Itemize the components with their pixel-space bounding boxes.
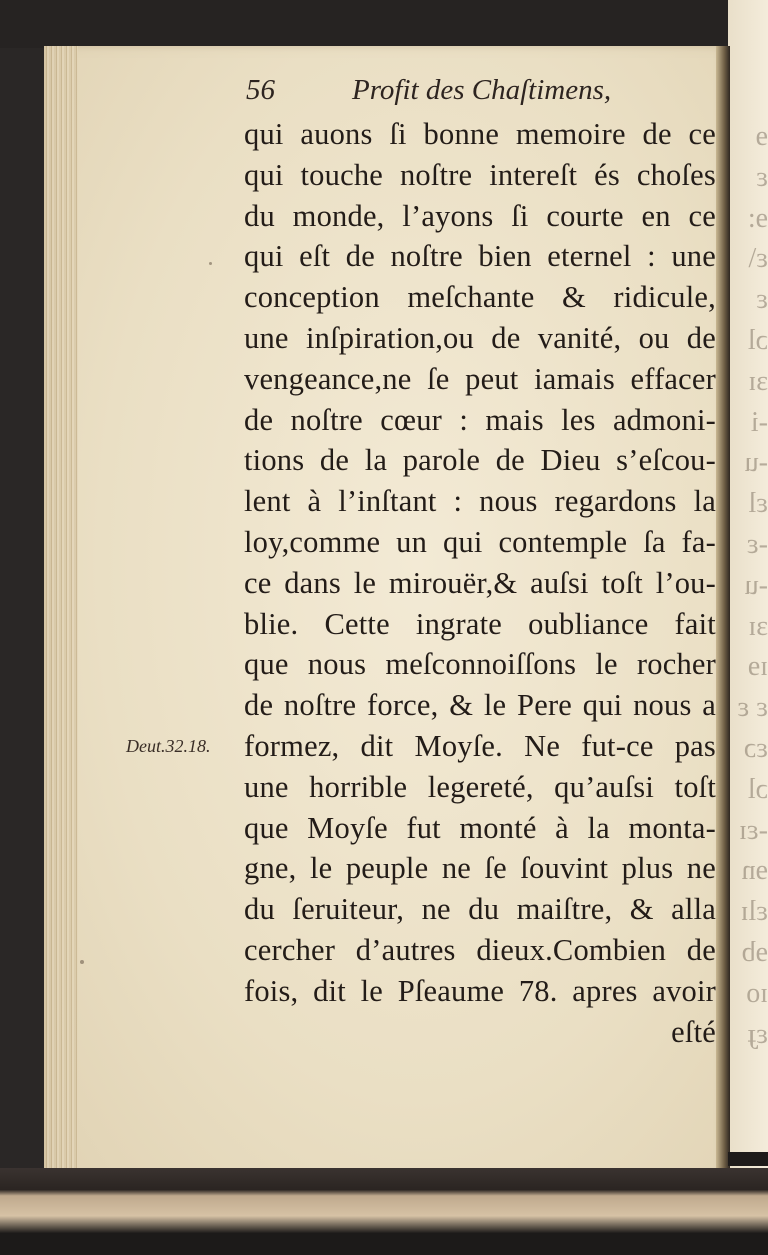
bleed-through-glyph: ɛɟ [746,1018,768,1050]
bleed-through-glyph: -ɛɪ [739,814,768,846]
bleed-through-glyph: ɪo [746,977,768,1009]
bleed-through-glyph: -u [744,569,768,601]
paper-spot [80,960,84,964]
text-line: formez, dit Moyſe. Ne fut-ce pas [244,728,716,763]
body-text [244,114,716,1052]
bleed-through-glyph: ɘn [741,855,768,887]
text-line: loy,comme un qui contemple ſa fa- [244,524,716,559]
running-title: Profit des Chaſtimens, [352,74,612,106]
text-line: lent à l’inſtant : nous regardons la [244,484,716,519]
text-line: de noſtre force, & le Pere qui nous a [244,688,716,723]
text-line: gne, le peuple ne ſe ſouvint plus ne [244,851,716,886]
bleed-through-glyph: ɘ: [747,202,768,234]
catchword: eſté [671,1014,716,1049]
text-line: de noſtre cœur : mais les admoni- [244,402,716,437]
page-edges [44,46,78,1192]
bleed-through-glyph: ɛlɪ [740,896,768,928]
text-line: fois, dit le Pſeaume 78. apres avoir [244,973,716,1008]
bleed-through-glyph: ɪɘ [747,651,768,683]
bleed-through-glyph: ɘ [755,121,768,152]
text-line: ce dans le mirouër,& auſsi toſt l’ou- [244,565,716,600]
bleed-through-glyph: ɛɔ [743,733,768,764]
page-gutter [716,46,730,1192]
paper-spot [209,262,212,265]
bleed-through-glyph: ɛ [756,284,768,316]
text-line: une inſpiration,ou de vanité, ou de [244,320,716,355]
text-line: qui eſt de noſtre bien eternel : une [244,239,716,274]
bleed-through-glyph: -u [744,447,768,479]
bleed-through-glyph: ɔl [747,773,768,805]
text-line: qui touche noſtre intereſt és choſes [244,157,716,192]
text-line: qui auons ſi bonne memoire de ce [244,117,716,151]
text-line: conception meſchante & ridicule, [244,280,716,315]
page-header [246,70,716,114]
text-line: du ſeruiteur, ne du maiſtre, & alla [244,892,716,927]
text-line: blie. Cette ingrate oubliance fait [244,606,716,641]
text-line: vengeance,ne ſe peut iamais effacer [244,361,716,396]
text-line: que nous meſconnoiſſons le rocher [244,647,716,682]
text-line: une horrible legereté, qu’auſsi toſt [244,769,716,804]
bleed-through-glyph: ɜɪ [748,610,768,642]
book-cover-edge [728,1152,768,1166]
scan-background-top [0,0,768,48]
page-number: 56 [246,74,275,106]
text-line: que Moyſe fut monté à la monta- [244,810,716,845]
bleed-through-glyph: ɛ ɛ [737,692,768,724]
marginal-note: Deut.32.18. [126,736,211,756]
bleed-through-glyph: ɘb [741,937,768,968]
bleed-through-glyph: -i [750,406,768,438]
bleed-through-glyph: ɛl [748,488,768,520]
scan-background-bottom [0,1168,768,1255]
bleed-through-glyph: ɛ\ [748,243,768,275]
text-line: cercher d’autres dieux.Combien de [244,932,716,967]
bleed-through-glyph: ɜɪ [748,365,768,397]
adjacent-page [728,0,768,1170]
text-line: du monde, l’ayons ſi courte en ce [244,198,716,233]
text-line: tions de la parole de Dieu s’eſcou- [244,443,716,478]
bleed-through-glyph: ɔl [747,325,768,356]
bleed-through-glyph: ɛ [756,161,768,193]
bleed-through-glyph: -ɛ [746,529,768,560]
